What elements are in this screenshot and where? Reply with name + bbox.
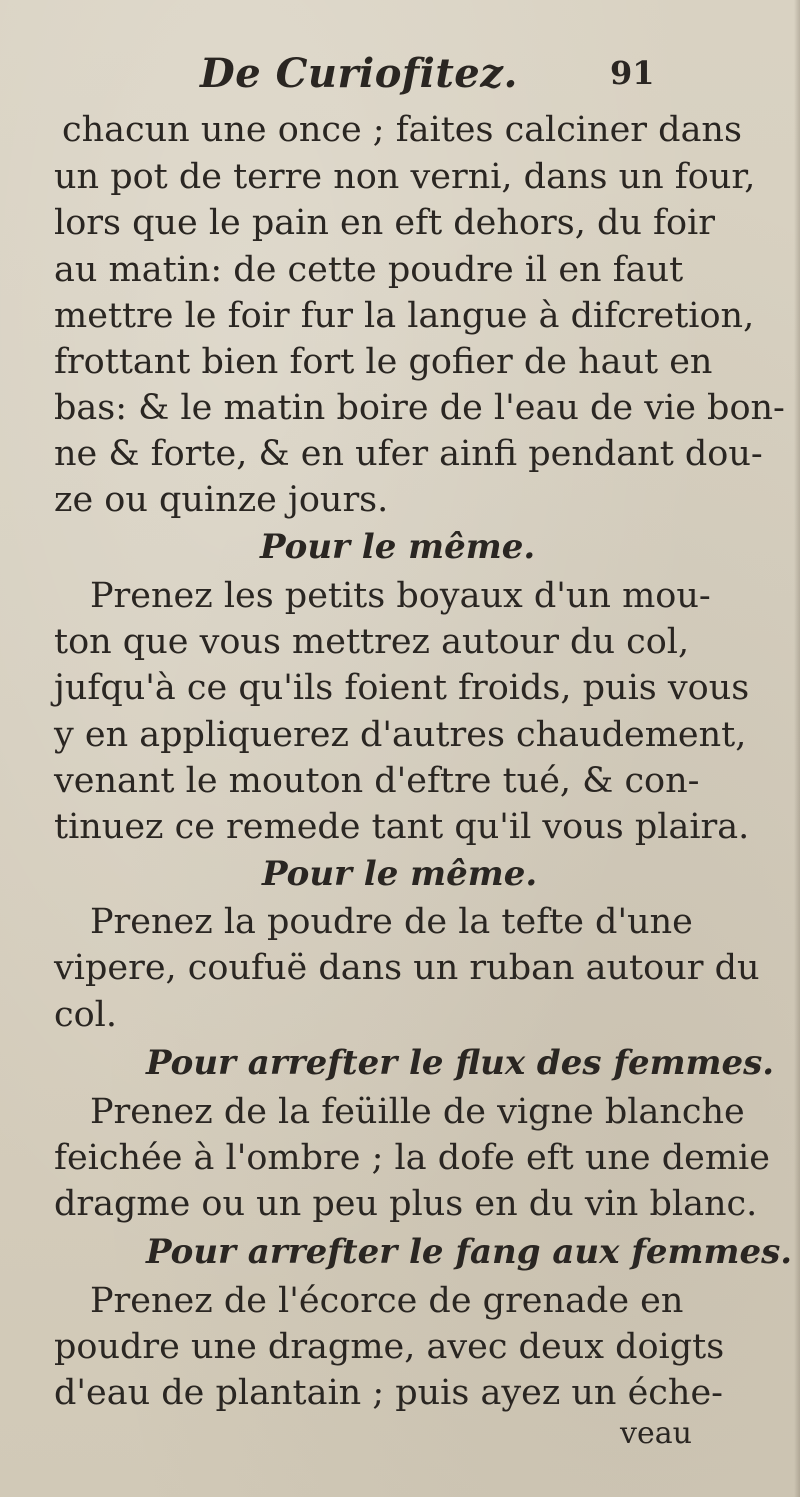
text-line: bas: & le matin boire de l'eau de vie bon- [54, 388, 785, 428]
text-line: venant le mouton d'eftre tué, & con- [54, 761, 700, 801]
text-line: poudre une dragme, avec deux doigts [54, 1327, 725, 1367]
text-line: Prenez les petits boyaux d'un mou- [90, 576, 711, 616]
text-line: y en appliquerez d'autres chaudement, [54, 715, 747, 755]
text-line: au matin: de cette poudre il en faut [54, 250, 684, 290]
section-heading: Pour le même. [262, 854, 538, 894]
text-line: un pot de terre non verni, dans un four, [54, 157, 756, 197]
text-line: vipere, coufuë dans un ruban autour du [54, 948, 760, 988]
page-header [0, 50, 800, 110]
text-line: mettre le foir fur la langue à difcretion, [54, 296, 755, 336]
text-line: ton que vous mettrez autour du col, [54, 622, 690, 662]
text-line: Prenez de l'écorce de grenade en [90, 1281, 684, 1321]
text-line: col. [54, 995, 117, 1035]
text-line: Prenez la poudre de la tefte d'une [90, 902, 693, 942]
text-line: jufqu'à ce qu'ils foient froids, puis vous [54, 668, 750, 708]
text-line: tinuez ce remede tant qu'il vous plaira. [54, 807, 750, 847]
section-heading: Pour arrefter le flux des femmes. [146, 1043, 775, 1083]
text-line: chacun une once ; faites calciner dans [62, 110, 742, 150]
page-edge-shadow [794, 0, 800, 1497]
text-line: ne & forte, & en ufer ainfi pendant dou- [54, 434, 763, 474]
section-heading: Pour arrefter le fang aux femmes. [146, 1232, 793, 1272]
text-line: ze ou quinze jours. [54, 480, 389, 520]
text-line: lors que le pain en eft dehors, du foir [54, 203, 715, 243]
text-line: feichée à l'ombre ; la dofe eft une demie [54, 1138, 770, 1178]
running-title: De Curiofitez. [200, 50, 518, 97]
text-line: d'eau de plantain ; puis ayez un éche- [54, 1373, 723, 1413]
section-heading: Pour le même. [260, 527, 536, 567]
text-line: Prenez de la feüille de vigne blanche [90, 1092, 745, 1132]
catchword: veau [620, 1416, 692, 1451]
page-number: 91 [610, 54, 655, 92]
text-line: dragme ou un peu plus en du vin blanc. [54, 1184, 758, 1224]
text-line: frottant bien fort le gofier de haut en [54, 342, 713, 382]
